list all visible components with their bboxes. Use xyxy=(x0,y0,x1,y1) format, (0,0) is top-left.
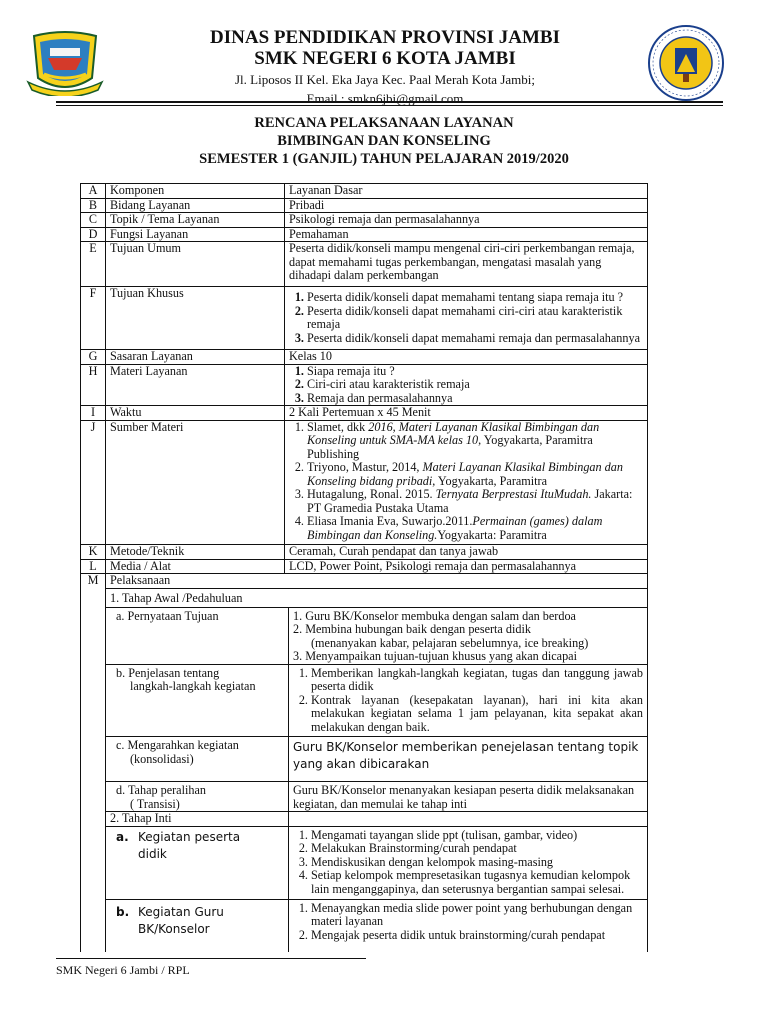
student-activity-list xyxy=(293,829,643,897)
header-rule-thin xyxy=(56,105,723,106)
list-item: 3. Remaja dan permasalahannya xyxy=(307,392,643,406)
list-item: 1. Menayangkan media slide power point yang berhubungan dengan materi layanan xyxy=(311,902,643,929)
school-email: Email : smkn6jbi@gmail.com xyxy=(306,91,464,106)
document-title: RENCANA PELAKSANAAN LAYANAN BIMBINGAN DAN KONSELING SEMESTER 1 (GANJIL) TAHUN PELAJARAN 2019/2020 xyxy=(199,115,569,167)
list-item: 2. Ciri-ciri atau karakteristik remaja xyxy=(307,378,643,392)
table-row: D Fungsi Layanan Pemahaman xyxy=(81,227,648,242)
teacher-activity-list xyxy=(293,902,643,943)
page-footer: SMK Negeri 6 Jambi / RPL xyxy=(56,958,366,978)
table-row: B Bidang Layanan Pribadi xyxy=(81,198,648,213)
table-row: A Komponen Layanan Dasar xyxy=(81,184,648,199)
table-row: F Tujuan Khusus 1. Peserta didik/konseli dapat memahami tentang siapa remaja itu ? 2. Peserta didik/konseli dapat memahami ciri-ciri atau karakteristik remaja 3. Peserta didik/konseli dapat memahami remaja dan permasalahannya xyxy=(81,287,648,350)
pelaksanaan-table: 1. Tahap Awal /Pedahuluan a. Pernyataan Tujuan 1. Guru BK/Konselor membuka dengan salam dan berdoa 2. Membina hubungan baik dengan peserta didik (menanyakan kabar, pelajaran sebelumnya, ice breaking) 3. Menyampaikan tujuan-tujuan khusus yang akan dicapai b. Penjelasan tentang langkah-langkah kegiatan 1. Memberikan langkah-langkah kegiatan, tugas dan tanggung jawab peserta didik 2. Kontrak layanan (kesepakatan layanan), hari ini kita akan melakukan kegiatan selama 1 jam pelayanan, kita sepakat akan melakukan dengan baik. c. Mengarahkan kegiatan (konsolidasi) Guru BK/Konselor memberikan penejelasan tentang topik yang akan dibicarakan d. Tahap peralihan ( Transisi) Guru BK/Konselor menanyakan kesiapan peserta didik melaksanakan kegiatan, dan memulai ke tahap inti 2. Tahap Inti a. Kegiatan peserta didik 1. Mengamati tayangan slide ppt (tulisan, gambar, video) 2. Melakukan Brainstorming/curah pendapat 3. Mendiskusikan dengan kelompok masing-masing 4. Setiap kelompok mempresetasikan tugasnya kemudian kelompok lain menganggapinya, dan seterusnya bergantian sampai selesai. b. Kegiatan Guru BK/Konselor 1. Menayangkan media slide power point yang berhubungan dengan materi layanan 2. Mengajak peserta didik untuk brainstorming/curah pendapat xyxy=(106,588,647,952)
table-row: J Sumber Materi 1. Slamet, dkk 2016, Materi Layanan Klasikal Bimbingan dan Konseling untuk SMA-MA kelas 10, Yogyakarta, Paramitra Publishing 2. Triyono, Mastur, 2014, Materi Layanan Klasikal Bimbingan dan Konseling bidang pribadi, Yogyakarta, Paramitra 3. Hutagalung, Ronal. 2015. Ternyata Berprestasi ItuMudah. Jakarta: PT Gramedia Pustaka Utama 4. Eliasa Imania Eva, Suwarjo.2011.Permainan (games) dalam Bimbingan dan Konseling.Yogyakarta: Paramitra xyxy=(81,420,648,545)
list-item: 4. Setiap kelompok mempresetasikan tugasnya kemudian kelompok lain menganggapinya, dan seterusnya bergantian sampai selesai. xyxy=(311,869,643,896)
table-row: d. Tahap peralihan ( Transisi) Guru BK/Konselor menanyakan kesiapan peserta didik melaksanakan kegiatan, dan memulai ke tahap inti xyxy=(106,782,647,812)
list-item: 2. Triyono, Mastur, 2014, Materi Layanan Klasikal Bimbingan dan Konseling bidang pribadi, Yogyakarta, Paramitra xyxy=(307,461,643,488)
list-item: 3. Hutagalung, Ronal. 2015. Ternyata Berprestasi ItuMudah. Jakarta: PT Gramedia Pustaka Utama xyxy=(307,488,643,515)
school-seal-icon xyxy=(647,24,725,102)
list-item: 1. Mengamati tayangan slide ppt (tulisan, gambar, video) xyxy=(311,829,643,843)
school-address: Jl. Liposos II Kel. Eka Jaya Kec. Paal Merah Kota Jambi; xyxy=(234,72,535,87)
table-row: a. Kegiatan peserta didik 1. Mengamati tayangan slide ppt (tulisan, gambar, video) 2. Melakukan Brainstorming/curah pendapat 3. Mendiskusikan dengan kelompok masing-masing 4. Setiap kelompok mempresetasikan tugasnya kemudian kelompok lain menganggapinya, dan seterusnya bergantian sampai selesai. xyxy=(106,826,647,899)
agency-name: DINAS PENDIDIKAN PROVINSI JAMBI xyxy=(210,27,560,48)
specific-goals-list xyxy=(289,291,643,345)
list-item: 4. Eliasa Imania Eva, Suwarjo.2011.Permainan (games) dalam Bimbingan dan Konseling.Yogyakarta: Paramitra xyxy=(307,515,643,542)
materials-list xyxy=(289,365,643,406)
list-item: 2. Kontrak layanan (kesepakatan layanan), hari ini kita akan melakukan kegiatan selama 1 jam pelayanan, kita sepakat akan melakukan dengan baik. xyxy=(311,694,643,735)
letterhead xyxy=(0,22,768,106)
table-row: E Tujuan Umum Peserta didik/konseli mampu mengenal ciri-ciri perkembangan remaja, dapat memahami tugas perkembangan, mengatasi masalah yang dihadapi dalam perkembangan xyxy=(81,242,648,287)
table-row: H Materi Layanan 1. Siapa remaja itu ? 2. Ciri-ciri atau karakteristik remaja 3. Remaja dan permasalahannya xyxy=(81,364,648,406)
list-item: 2. Mengajak peserta didik untuk brainstorming/curah pendapat xyxy=(311,929,643,943)
list-item: 1. Peserta didik/konseli dapat memahami tentang siapa remaja itu ? xyxy=(307,291,643,305)
table-row: c. Mengarahkan kegiatan (konsolidasi) Guru BK/Konselor memberikan penejelasan tentang topik yang akan dibicarakan xyxy=(106,737,647,782)
table-row: b. Penjelasan tentang langkah-langkah kegiatan 1. Memberikan langkah-langkah kegiatan, tugas dan tanggung jawab peserta didik 2. Kontrak layanan (kesepakatan layanan), hari ini kita akan melakukan kegiatan selama 1 jam pelayanan, kita sepakat akan melakukan dengan baik. xyxy=(106,664,647,737)
sources-list xyxy=(289,421,643,543)
list-item: 3. Peserta didik/konseli dapat memahami remaja dan permasalahannya xyxy=(307,332,643,346)
service-plan-table xyxy=(80,183,648,952)
table-row: a. Pernyataan Tujuan 1. Guru BK/Konselor membuka dengan salam dan berdoa 2. Membina hubungan baik dengan peserta didik (menanyakan kabar, pelajaran sebelumnya, ice breaking) 3. Menyampaikan tujuan-tujuan khusus yang akan dicapai xyxy=(106,607,647,664)
school-name: SMK NEGERI 6 KOTA JAMBI xyxy=(254,48,516,69)
table-row: L Media / Alat LCD, Power Point, Psikologi remaja dan permasalahannya xyxy=(81,559,648,574)
jambi-province-emblem-icon xyxy=(26,30,104,96)
header-rule-thick xyxy=(56,101,723,103)
table-row: M Pelaksanaan 1. Tahap Awal /Pedahuluan a. Pernyataan Tujuan 1. Guru BK/Konselor membuka dengan salam dan berdoa 2. Membina hubungan baik dengan peserta didik (menanyakan kabar, pelajaran sebelumnya, ice breaking) 3. Menyampaikan tujuan-tujuan khusus yang akan dicapai b. Penjelasan tentang langkah-langkah kegiatan 1. Memberikan langkah-langkah kegiatan, tugas dan tanggung jawab peserta didik 2. Kontrak layanan (kesepakatan layanan), hari ini kita akan melakukan kegiatan selama 1 jam pelayanan, kita sepakat akan melakukan dengan baik. c. Mengarahkan kegiatan (konsolidasi) Guru BK/Konselor memberikan penejelasan tentang topik yang akan dibicarakan d. Tahap peralihan ( Transisi) Guru BK/Konselor menanyakan kesiapan peserta didik melaksanakan kegiatan, dan memulai ke tahap inti 2. Tahap Inti a. Kegiatan peserta didik 1. Mengamati tayangan slide ppt (tulisan, gambar, video) 2. Melakukan Brainstorming/curah pendapat 3. Mendiskusikan dengan kelompok masing-masing 4. Setiap kelompok mempresetasikan tugasnya kemudian kelompok lain menganggapinya, dan seterusnya bergantian sampai selesai. b. Kegiatan Guru BK/Konselor 1. Menayangkan media slide power point yang berhubungan dengan materi layanan 2. Mengajak peserta didik untuk brainstorming/curah pendapat xyxy=(81,574,648,952)
list-item: 3. Mendiskusikan dengan kelompok masing-masing xyxy=(311,856,643,870)
pelaksanaan-label: Pelaksanaan xyxy=(110,573,171,587)
table-row: I Waktu 2 Kali Pertemuan x 45 Menit xyxy=(81,406,648,421)
table-row: G Sasaran Layanan Kelas 10 xyxy=(81,350,648,365)
table-row: b. Kegiatan Guru BK/Konselor 1. Menayangkan media slide power point yang berhubungan dengan materi layanan 2. Mengajak peserta didik untuk brainstorming/curah pendapat xyxy=(106,899,647,952)
table-row: C Topik / Tema Layanan Psikologi remaja dan permasalahannya xyxy=(81,213,648,228)
list-item: 1. Slamet, dkk 2016, Materi Layanan Klasikal Bimbingan dan Konseling untuk SMA-MA kelas 10, Yogyakarta, Paramitra Publishing xyxy=(307,421,643,462)
list-item: 1. Memberikan langkah-langkah kegiatan, tugas dan tanggung jawab peserta didik xyxy=(311,667,643,694)
list-item: 2. Peserta didik/konseli dapat memahami ciri-ciri atau karakteristik remaja xyxy=(307,305,643,332)
table-row: K Metode/Teknik Ceramah, Curah pendapat dan tanya jawab xyxy=(81,545,648,560)
list-item: 2. Melakukan Brainstorming/curah pendapat xyxy=(311,842,643,856)
list-item: 1. Siapa remaja itu ? xyxy=(307,365,643,379)
